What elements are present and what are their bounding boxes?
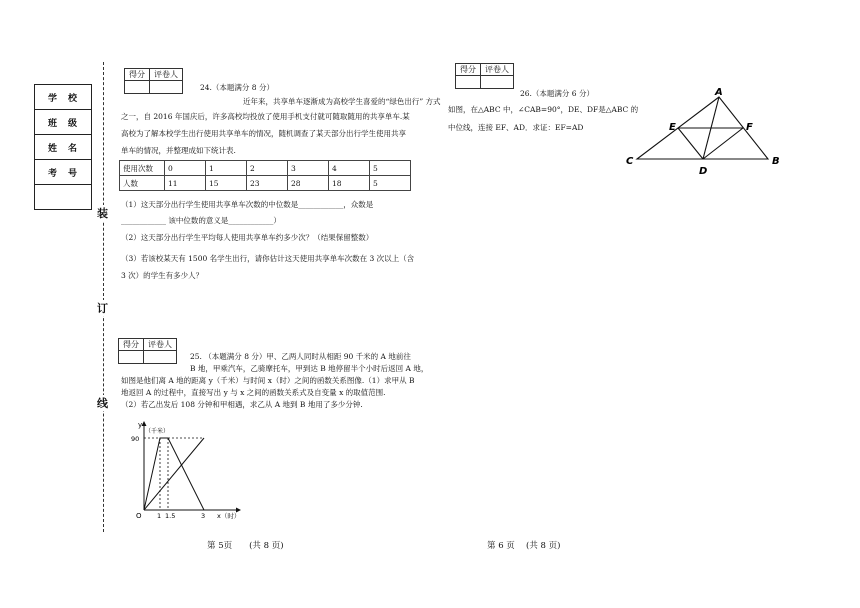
x-tick-3: 3 <box>201 512 206 520</box>
q24-part1-cont: ____________ 该中位数的意义是____________） <box>121 216 281 225</box>
q24-title: 24.（本题满分 8 分） <box>200 83 274 92</box>
label-f: F <box>746 122 753 133</box>
score-label: 得分 <box>456 64 481 76</box>
table-cell: 28 <box>288 176 329 191</box>
binding-char-zhuang: 装 <box>97 207 108 220</box>
student-info-table <box>34 84 92 210</box>
table-cell: 18 <box>329 176 370 191</box>
table-cell: 0 <box>165 161 206 176</box>
exam-number-cell: 考 号 <box>35 160 92 185</box>
segment-de <box>678 128 703 159</box>
label-a: A <box>715 87 723 98</box>
q25-line: 地返回 A 的过程中，直接写出 y 与 x 之间的函数关系式及自变量 x 的取值范围. <box>121 388 386 397</box>
q25-line: 如图是他们离 A 地的距离 y（千米）与时间 x（时）之间的函数关系图像.（1）求甲从 B <box>121 376 415 385</box>
grader-label: 评卷人 <box>150 69 183 81</box>
q24-line: 单车的情况，并整理成如下统计表. <box>121 146 236 155</box>
q25-line: （2）若乙出发后 108 分钟和甲相遇，求乙从 A 地到 B 地用了多少分钟. <box>121 400 363 409</box>
school-cell: 学 校 <box>35 85 92 110</box>
x-label: x（时） <box>217 512 241 520</box>
binding-line <box>103 62 104 532</box>
table-cell: 15 <box>206 176 247 191</box>
yi-line <box>144 438 204 510</box>
name-cell: 姓 名 <box>35 135 92 160</box>
score-box-q25 <box>118 338 177 364</box>
class-cell: 班 级 <box>35 110 92 135</box>
table-cell: 1 <box>206 161 247 176</box>
grader-label: 评卷人 <box>144 339 177 351</box>
footer-page-6: 第 6 页 (共 8 页) <box>487 541 561 551</box>
table-cell: 23 <box>247 176 288 191</box>
y-unit: （千米） <box>145 428 170 435</box>
y-label: y <box>138 421 143 429</box>
table-cell: 5 <box>370 176 411 191</box>
binding-char-ding: 订 <box>97 302 108 315</box>
triangle-figure <box>620 86 790 181</box>
usage-table <box>119 160 411 191</box>
q24-part2: （2）这天部分出行学生平均每人使用共享单车约多少次？（结果保留整数） <box>121 233 374 242</box>
q26-line: 如图，在△ABC 中，∠CAB=90°，DE、DF是△ABC 的 <box>448 105 639 114</box>
label-c: C <box>626 156 634 167</box>
table-cell: 使用次数 <box>120 161 165 176</box>
score-box-q26 <box>455 63 514 89</box>
footer-page-5: 第 5页 (共 8 页) <box>207 541 284 551</box>
blank-cell <box>35 185 92 210</box>
score-box-q24 <box>124 68 183 94</box>
grader-label: 评卷人 <box>481 64 514 76</box>
label-b: B <box>772 156 780 167</box>
q25-line: B 地，甲乘汽车，乙骑摩托车，甲到达 B 地停留半个小时后返回 A 地， <box>190 364 429 373</box>
label-d: D <box>699 166 708 177</box>
table-cell: 人数 <box>120 176 165 191</box>
table-cell: 4 <box>329 161 370 176</box>
q24-part1: （1）这天部分出行学生使用共享单车次数的中位数是____________，众数是 <box>121 200 374 209</box>
q24-line: 之一，自 2016 年国庆后，许多高校均投放了使用手机支付就可随取随用的共享单车.某 <box>121 112 410 121</box>
q26-title: 26.（本题满分 6 分） <box>520 89 594 98</box>
x-tick-1: 1 <box>157 512 162 520</box>
segment-df <box>703 128 743 159</box>
label-e: E <box>669 122 676 133</box>
table-cell: 5 <box>370 161 411 176</box>
origin-label: O <box>136 512 142 520</box>
table-cell: 2 <box>247 161 288 176</box>
distance-time-graph <box>128 418 248 523</box>
score-label: 得分 <box>125 69 150 81</box>
q26-line: 中位线，连接 EF、AD．求证：EF=AD <box>448 123 584 132</box>
q25-line: 25. （本题满分 8 分）甲、乙两人同时从相距 90 千米的 A 地前往 <box>190 352 411 361</box>
q24-line: 近年来，共享单车逐渐成为高校学生喜爱的“绿色出行” 方式 <box>243 97 441 106</box>
table-cell: 11 <box>165 176 206 191</box>
table-cell: 3 <box>288 161 329 176</box>
y-tick-90: 90 <box>131 435 140 443</box>
binding-char-xian: 线 <box>97 397 108 410</box>
q24-line: 高校为了解本校学生出行使用共享单车的情况，随机调查了某天部分出行学生使用共享 <box>121 129 406 138</box>
q24-part3-cont: 3 次）的学生有多少人？ <box>121 271 204 280</box>
q24-part3: （3）若该校某天有 1500 名学生出行，请你估计这天使用共享单车次数在 3 次以上（含 <box>121 254 415 263</box>
score-label: 得分 <box>119 339 144 351</box>
x-tick-1-5: 1.5 <box>165 512 176 520</box>
